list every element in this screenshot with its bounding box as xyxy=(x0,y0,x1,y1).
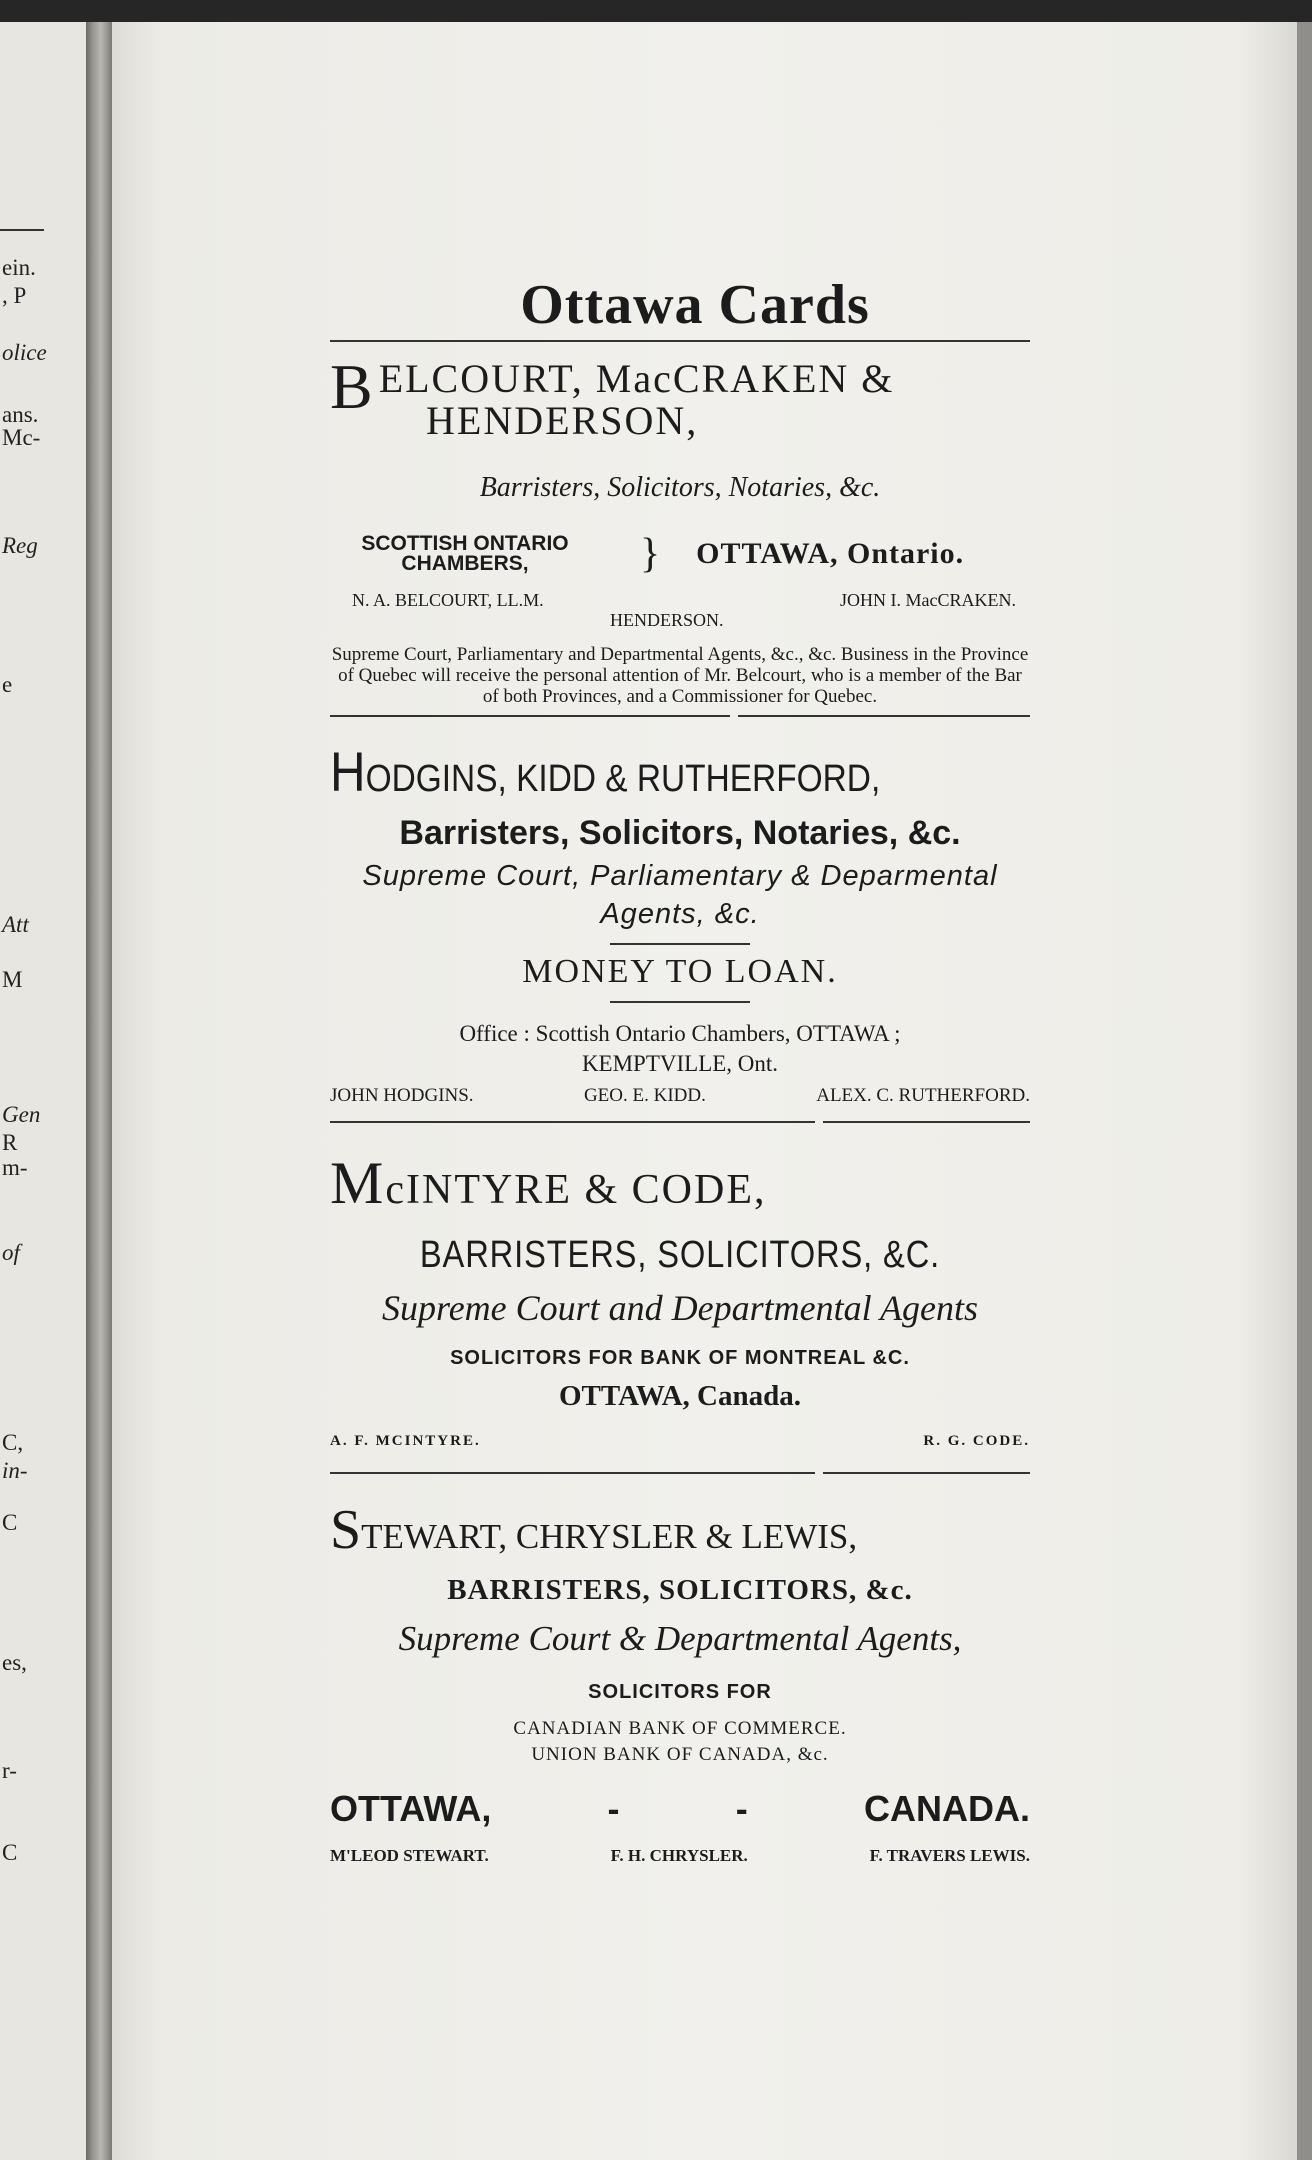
partner-name: F. TRAVERS LEWIS. xyxy=(869,1846,1030,1865)
solicitors-for: SOLICITORS FOR xyxy=(588,1681,772,1703)
partner-name: A. F. MCINTYRE. xyxy=(330,1433,481,1449)
bank-line: UNION BANK OF CANADA, &c. xyxy=(531,1744,829,1765)
left-page-rule xyxy=(0,229,44,231)
card-belcourt xyxy=(330,351,1030,707)
money-to-loan: MONEY TO LOAN. xyxy=(522,953,838,990)
drop-initial: H xyxy=(330,740,366,803)
card-agents: Supreme Court and Departmental Agents xyxy=(382,1288,978,1328)
card-city xyxy=(330,1788,1030,1830)
title-rule xyxy=(330,340,1030,342)
left-page-fragment: es, xyxy=(2,1650,27,1675)
drop-initial: M xyxy=(330,1150,386,1216)
left-page-fragment: Reg xyxy=(2,533,38,558)
left-page-fragment: olice xyxy=(2,340,47,365)
card-partners xyxy=(330,590,1030,638)
city-dash: - xyxy=(607,1788,620,1829)
left-page-fragment: Att xyxy=(2,912,29,937)
card-office: Office : Scottish Ontario Chambers, OTTAWA ; xyxy=(459,1021,901,1046)
page-title: Ottawa Cards xyxy=(520,274,870,336)
card-hodgins xyxy=(330,739,1030,1107)
heading-rest: cINTYRE & CODE, xyxy=(385,1167,767,1213)
left-page-fragment: of xyxy=(2,1240,20,1265)
city-right: CANADA. xyxy=(863,1788,1030,1829)
card-partners xyxy=(330,1433,1030,1450)
partner-name: GEO. E. KIDD. xyxy=(583,1085,706,1106)
section-rule xyxy=(330,715,1030,717)
heading-rest: TEWART, CHRYSLER & LEWIS, xyxy=(361,1517,858,1556)
heading-line-1: ELCOURT, MacCRAKEN & xyxy=(378,356,895,401)
heading-line-2: HENDERSON, xyxy=(426,398,699,443)
left-page-fragment: C, xyxy=(2,1430,24,1455)
card-bank: SOLICITORS FOR BANK OF MONTREAL &C. xyxy=(450,1347,910,1369)
card-heading xyxy=(330,351,1030,443)
city-left: OTTAWA, xyxy=(330,1788,492,1829)
card-heading xyxy=(330,1149,1030,1218)
address-chambers: SCOTTISH ONTARIO CHAMBERS, xyxy=(361,532,569,575)
card-city: OTTAWA, Canada. xyxy=(559,1380,801,1412)
card-heading xyxy=(330,1498,1030,1562)
right-page-edge xyxy=(1297,22,1312,2160)
partner-name: JOHN I. MacCRAKEN. xyxy=(840,590,1016,610)
card-mcintyre xyxy=(330,1149,1030,1450)
left-page-fragment: Mc- xyxy=(2,425,41,450)
left-page-fragment: C xyxy=(2,1510,18,1535)
bank-line: CANADIAN BANK OF COMMERCE. xyxy=(513,1718,847,1739)
card-heading xyxy=(330,739,946,804)
left-page-fragment: C xyxy=(2,1840,18,1865)
card-address xyxy=(330,531,1030,577)
page-content xyxy=(330,270,1030,1866)
left-page-fragment: e xyxy=(2,672,13,697)
card-note: Supreme Court, Parliamentary and Departmental Agents, &c., &c. Business in the Province of Quebec will receive the personal attention of Mr. Belcourt, who is a member of the Bar of both Provinces, and a Commissioner for Quebec. xyxy=(331,644,1029,707)
left-page-fragment: m- xyxy=(2,1155,28,1180)
card-agents: Supreme Court, Parliamentary & Deparmental Agents, &c. xyxy=(362,860,998,930)
heading-rest: ODGINS, KIDD & RUTHERFORD, xyxy=(365,758,881,800)
card-kemptville: KEMPTVILLE, Ont. xyxy=(581,1051,779,1076)
left-page-fragment: ans. xyxy=(2,402,39,427)
drop-initial: B xyxy=(330,351,375,422)
partner-name: ALEX. C. RUTHERFORD. xyxy=(816,1085,1030,1106)
section-rule xyxy=(330,1472,1030,1474)
left-page-fragment: Gen xyxy=(2,1102,41,1127)
card-profession: BARRISTERS, SOLICITORS, &C. xyxy=(419,1234,941,1276)
left-page-fragment: R xyxy=(2,1130,18,1155)
city-dash: - xyxy=(735,1788,748,1829)
card-partners xyxy=(330,1085,1030,1107)
section-rule xyxy=(330,1121,1030,1123)
card-agents: Supreme Court & Departmental Agents, xyxy=(398,1619,962,1658)
short-rule xyxy=(610,943,750,945)
partner-name: M'LEOD STEWART. xyxy=(330,1846,489,1865)
partner-name: F. H. CHRYSLER. xyxy=(610,1846,748,1865)
left-page-fragment: in- xyxy=(2,1458,28,1483)
card-profession: Barristers, Solicitors, Notaries, &c. xyxy=(479,472,881,503)
left-page-fragment: , P xyxy=(2,283,27,308)
partner-name: JOHN HODGINS. xyxy=(330,1085,474,1106)
card-profession: BARRISTERS, SOLICITORS, &c. xyxy=(447,1574,913,1606)
partner-name: N. A. BELCOURT, LL.M. xyxy=(352,590,544,610)
card-partners xyxy=(330,1846,1030,1866)
left-page-fragment: r- xyxy=(2,1758,17,1783)
brace-glyph: } xyxy=(640,531,661,577)
card-profession: Barristers, Solicitors, Notaries, &c. xyxy=(399,814,961,852)
card-stewart xyxy=(330,1498,1030,1866)
left-page-fragment: ein. xyxy=(2,255,36,280)
drop-initial: S xyxy=(330,1499,362,1561)
short-rule xyxy=(610,1001,750,1003)
address-city: OTTAWA, Ontario. xyxy=(696,537,965,570)
partner-name: R. G. CODE. xyxy=(923,1433,1030,1449)
left-page-fragment: M xyxy=(2,967,23,992)
partner-name: HENDERSON. xyxy=(610,610,724,630)
